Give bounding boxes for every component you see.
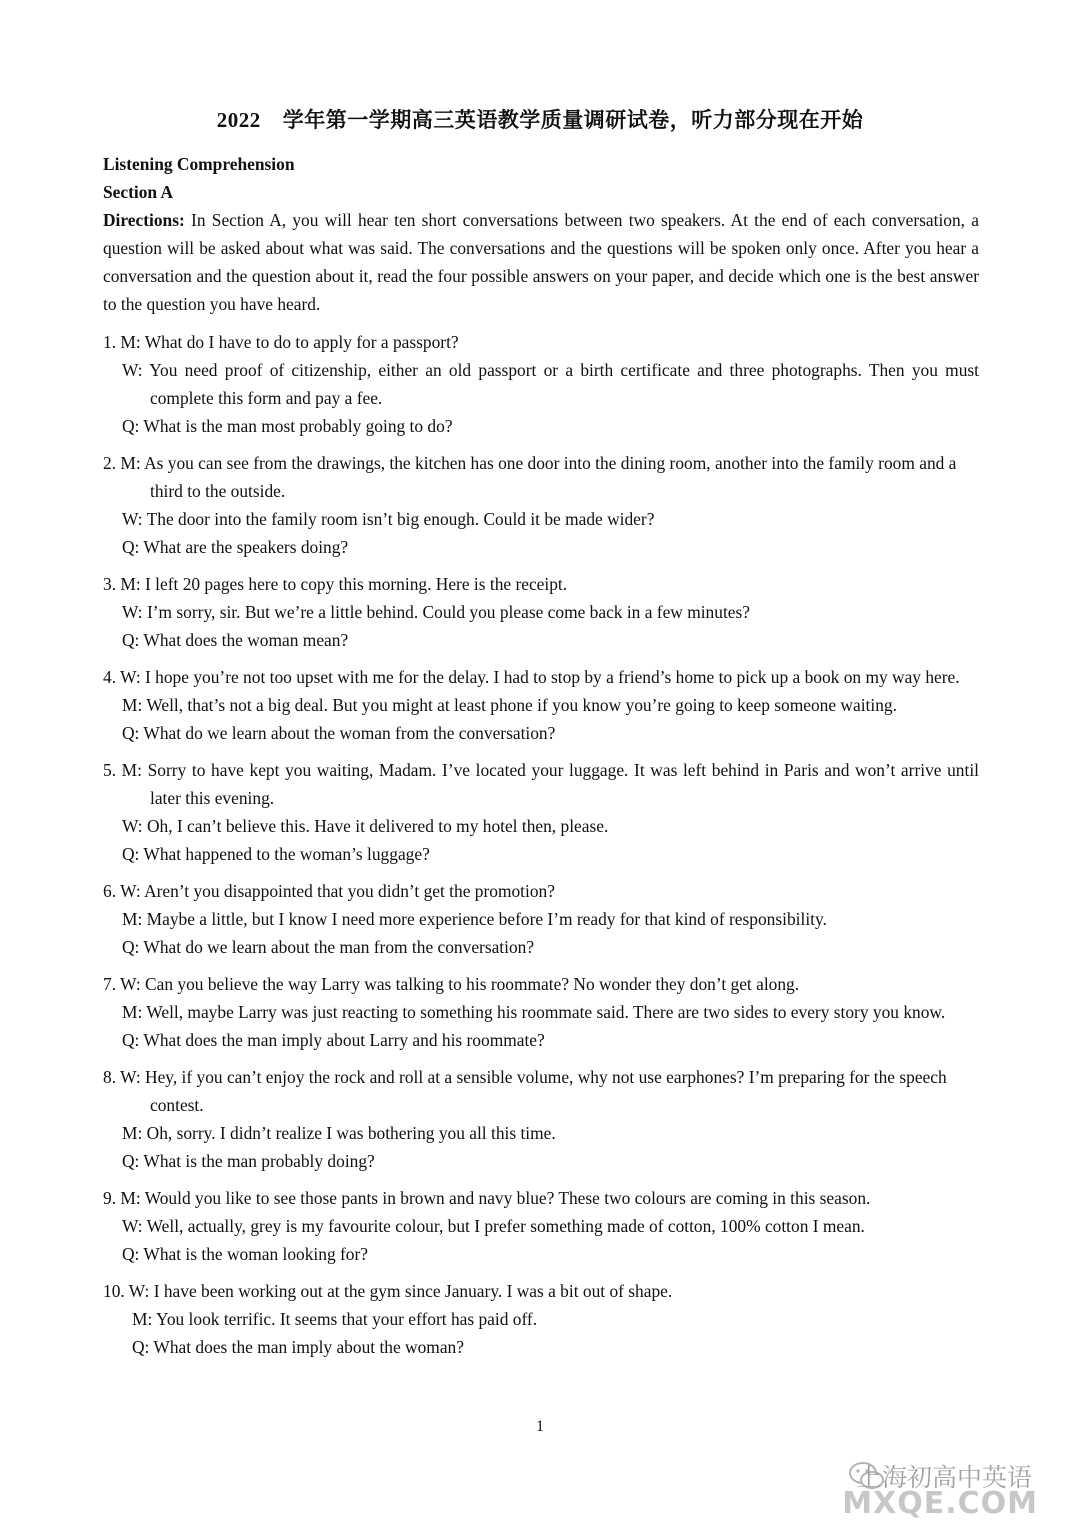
- question-item: [103, 877, 979, 961]
- directions-lead: Directions:: [103, 210, 185, 230]
- question-line: Q: What does the woman mean?: [122, 630, 349, 650]
- document-body: [103, 150, 979, 1370]
- title-year: 2022: [216, 108, 261, 132]
- question-item: [103, 1184, 979, 1268]
- dialogue-line: 9. M: Would you like to see those pants in brown and navy blue? These two colours are coming in this season.: [103, 1188, 871, 1208]
- dialogue-line: 1. M: What do I have to do to apply for a passport?: [103, 332, 459, 352]
- question-line: Q: What is the man most probably going to do?: [122, 416, 453, 436]
- title-text: 学年第一学期高三英语教学质量调研试卷，听力部分现在开始: [282, 108, 864, 132]
- question-line: Q: What do we learn about the woman from the conversation?: [122, 723, 556, 743]
- question-item: [103, 756, 979, 868]
- dialogue-line: 2. M: As you can see from the drawings, the kitchen has one door into the dining room, another into the family room and a third to the outside.: [103, 453, 957, 501]
- dialogue-line: W: Well, actually, grey is my favourite colour, but I prefer something made of cotton, 100% cotton I mean.: [122, 1216, 865, 1236]
- dialogue-line: M: You look terrific. It seems that your effort has paid off.: [132, 1309, 538, 1329]
- dialogue-line: 3. M: I left 20 pages here to copy this morning. Here is the receipt.: [103, 574, 568, 594]
- watermark-site: MXQE.COM: [842, 1486, 1038, 1521]
- page-number: 1: [536, 1418, 544, 1435]
- directions-text: In Section A, you will hear ten short conversations between two speakers. At the end of each conversation, a question will be asked about what was said. The conversations and the questions will be spoken only once. After you hear a conversation and the question about it, read the four possible answers on your paper, and decide which one is the best answer to the question you have heard.: [103, 210, 979, 314]
- question-item: [103, 328, 979, 440]
- page-title: [0, 104, 1080, 134]
- question-line: Q: What do we learn about the man from the conversation?: [122, 937, 535, 957]
- question-line: Q: What does the man imply about Larry and his roommate?: [122, 1030, 545, 1050]
- dialogue-line: 4. W: I hope you’re not too upset with me for the delay. I had to stop by a friend’s home to pick up a book on my way here.: [103, 667, 960, 687]
- question-line: Q: What is the woman looking for?: [122, 1244, 368, 1264]
- dialogue-line: M: Well, that’s not a big deal. But you might at least phone if you know you’re going to keep someone waiting.: [122, 695, 897, 715]
- dialogue-line: M: Oh, sorry. I didn’t realize I was bothering you all this time.: [122, 1123, 556, 1143]
- dialogue-line: W: The door into the family room isn’t big enough. Could it be made wider?: [122, 509, 655, 529]
- dialogue-line: 10. W: I have been working out at the gym since January. I was a bit out of shape.: [103, 1281, 673, 1301]
- question-item: [103, 1277, 979, 1361]
- dialogue-line: 5. M: Sorry to have kept you waiting, Madam. I’ve located your luggage. It was left behind in Paris and won’t arrive until later this evening.: [103, 760, 979, 808]
- dialogue-line: W: I’m sorry, sir. But we’re a little behind. Could you please come back in a few minutes?: [122, 602, 750, 622]
- dialogue-line: W: You need proof of citizenship, either an old passport or a birth certificate and three photographs. Then you must complete this form and pay a fee.: [122, 360, 979, 408]
- watermark: [792, 1442, 1062, 1522]
- question-item: [103, 449, 979, 561]
- section-heading: Listening Comprehension: [103, 154, 295, 174]
- question-line: Q: What is the man probably doing?: [122, 1151, 375, 1171]
- directions: [103, 206, 979, 318]
- question-list: [103, 328, 979, 1361]
- dialogue-line: M: Well, maybe Larry was just reacting to something his roommate said. There are two sides to every story you know.: [122, 1002, 946, 1022]
- watermark-source: 上海初高中英语: [856, 1463, 1032, 1492]
- question-line: Q: What are the speakers doing?: [122, 537, 349, 557]
- dialogue-line: 6. W: Aren’t you disappointed that you didn’t get the promotion?: [103, 881, 555, 901]
- question-item: [103, 663, 979, 747]
- dialogue-line: M: Maybe a little, but I know I need more experience before I’m ready for that kind of responsibility.: [122, 909, 827, 929]
- section-label: Section A: [103, 182, 174, 202]
- question-item: [103, 570, 979, 654]
- dialogue-line: 8. W: Hey, if you can’t enjoy the rock and roll at a sensible volume, why not use earphones? I’m preparing for the speech contest.: [103, 1067, 947, 1115]
- question-item: [103, 970, 979, 1054]
- question-line: Q: What happened to the woman’s luggage?: [122, 844, 430, 864]
- dialogue-line: W: Oh, I can’t believe this. Have it delivered to my hotel then, please.: [122, 816, 609, 836]
- question-line: Q: What does the man imply about the woman?: [132, 1337, 464, 1357]
- dialogue-line: 7. W: Can you believe the way Larry was talking to his roommate? No wonder they don’t get along.: [103, 974, 800, 994]
- question-item: [103, 1063, 979, 1175]
